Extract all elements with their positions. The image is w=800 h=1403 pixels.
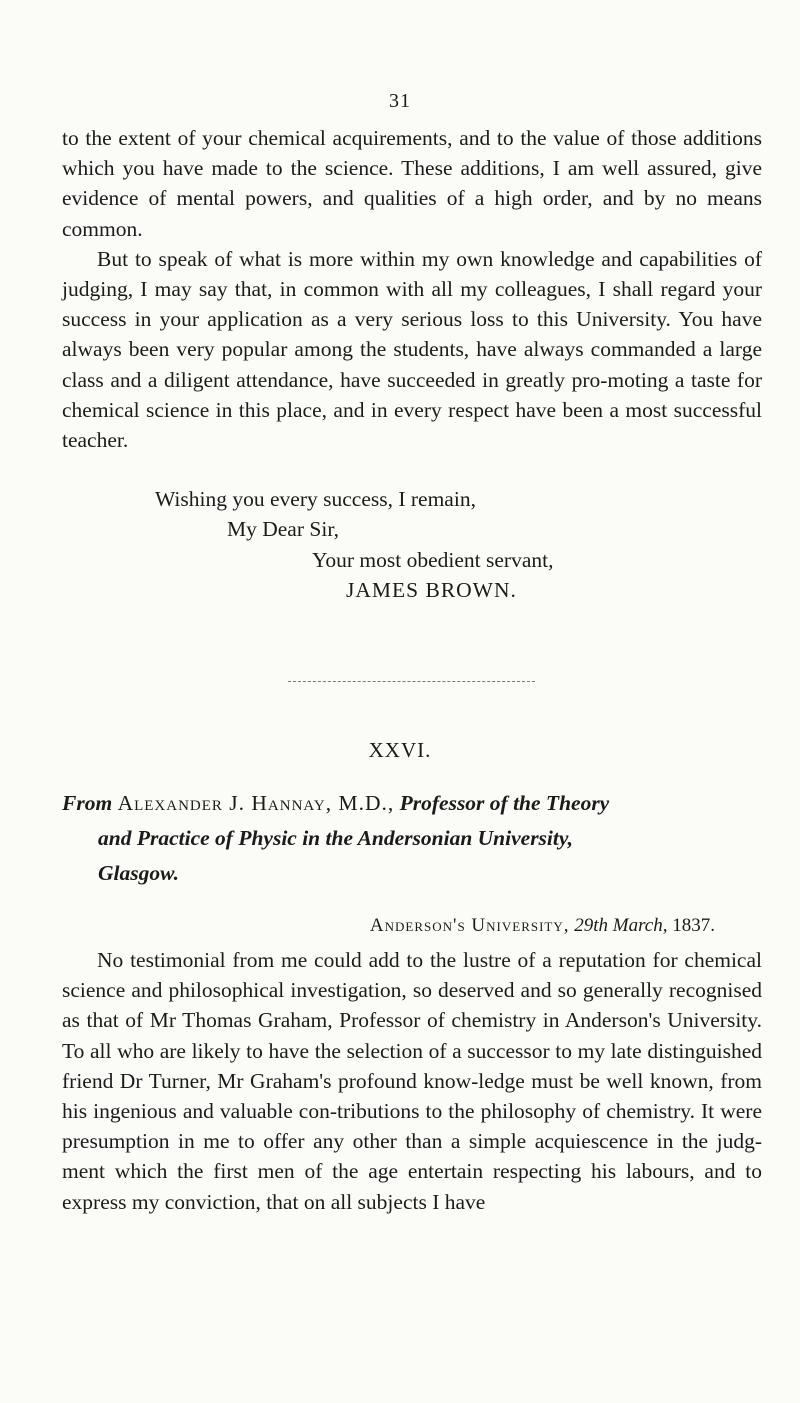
- paragraph: to the extent of your chemical acquirements, and to the value of those additions which you have made to the science. These additions, I am well assured, give evidence of mental powers, and qualities of a high order, and by no means common.: [62, 126, 762, 241]
- heading-author: Alexander J. Hannay, M.D.,: [117, 791, 395, 815]
- letter-signature: JAMES BROWN.: [346, 578, 517, 602]
- section-heading-cont: [98, 821, 798, 855]
- letter-salutation: My Dear Sir,: [227, 517, 339, 541]
- dateline-date: 29th March,: [574, 915, 668, 936]
- dateline-place: Anderson's University,: [369, 915, 570, 936]
- letter-hannay-body: [62, 945, 762, 1217]
- letter-dateline: [370, 915, 715, 937]
- section-heading: [62, 786, 762, 820]
- letter-brown-body: [62, 123, 762, 455]
- letter-valediction: Your most obedient servant,: [312, 548, 554, 572]
- paragraph: No testimonial from me could add to the lustre of a reputation for chemical science and philosophical investigation, so deserved and so generally recognised as that of Mr Thomas Graham, Professor of chemistry in Anderson's University. To all who are likely to have the selection of a successor to my late distinguished friend Dr Turner, Mr Graham's profound know-ledge must be well known, from his ingenious and valuable con-tributions to the philosophy of chemistry. It were presumption in me to offer any other than a simple acquiescence in the judg-ment which the first men of the age entertain respecting his labours, and to express my conviction, that on all subjects I have: [62, 948, 762, 1214]
- page-number: 31: [389, 90, 411, 112]
- section-divider: [288, 681, 535, 682]
- heading-title: Professor of the Theory: [399, 791, 610, 815]
- paragraph: But to speak of what is more within my own knowledge and capabilities of judging, I may say that, in common with all my colleagues, I shall regard your success in your application as a very serious loss to this University. You have always been very popular among the students, have always commanded a large class and a diligent attendance, have succeeded in greatly pro-moting a taste for chemical science in this place, and in every respect have been a most successful teacher.: [62, 246, 762, 453]
- section-number: XXVI.: [368, 738, 432, 762]
- heading-title: Glasgow.: [98, 861, 180, 885]
- letter-closing: Wishing you every success, I remain,: [155, 487, 476, 511]
- heading-from: From: [62, 791, 113, 815]
- heading-title: and Practice of Physic in the Andersonian University,: [98, 826, 573, 850]
- section-heading-cont: [98, 856, 798, 890]
- dateline-year: 1837.: [672, 915, 715, 936]
